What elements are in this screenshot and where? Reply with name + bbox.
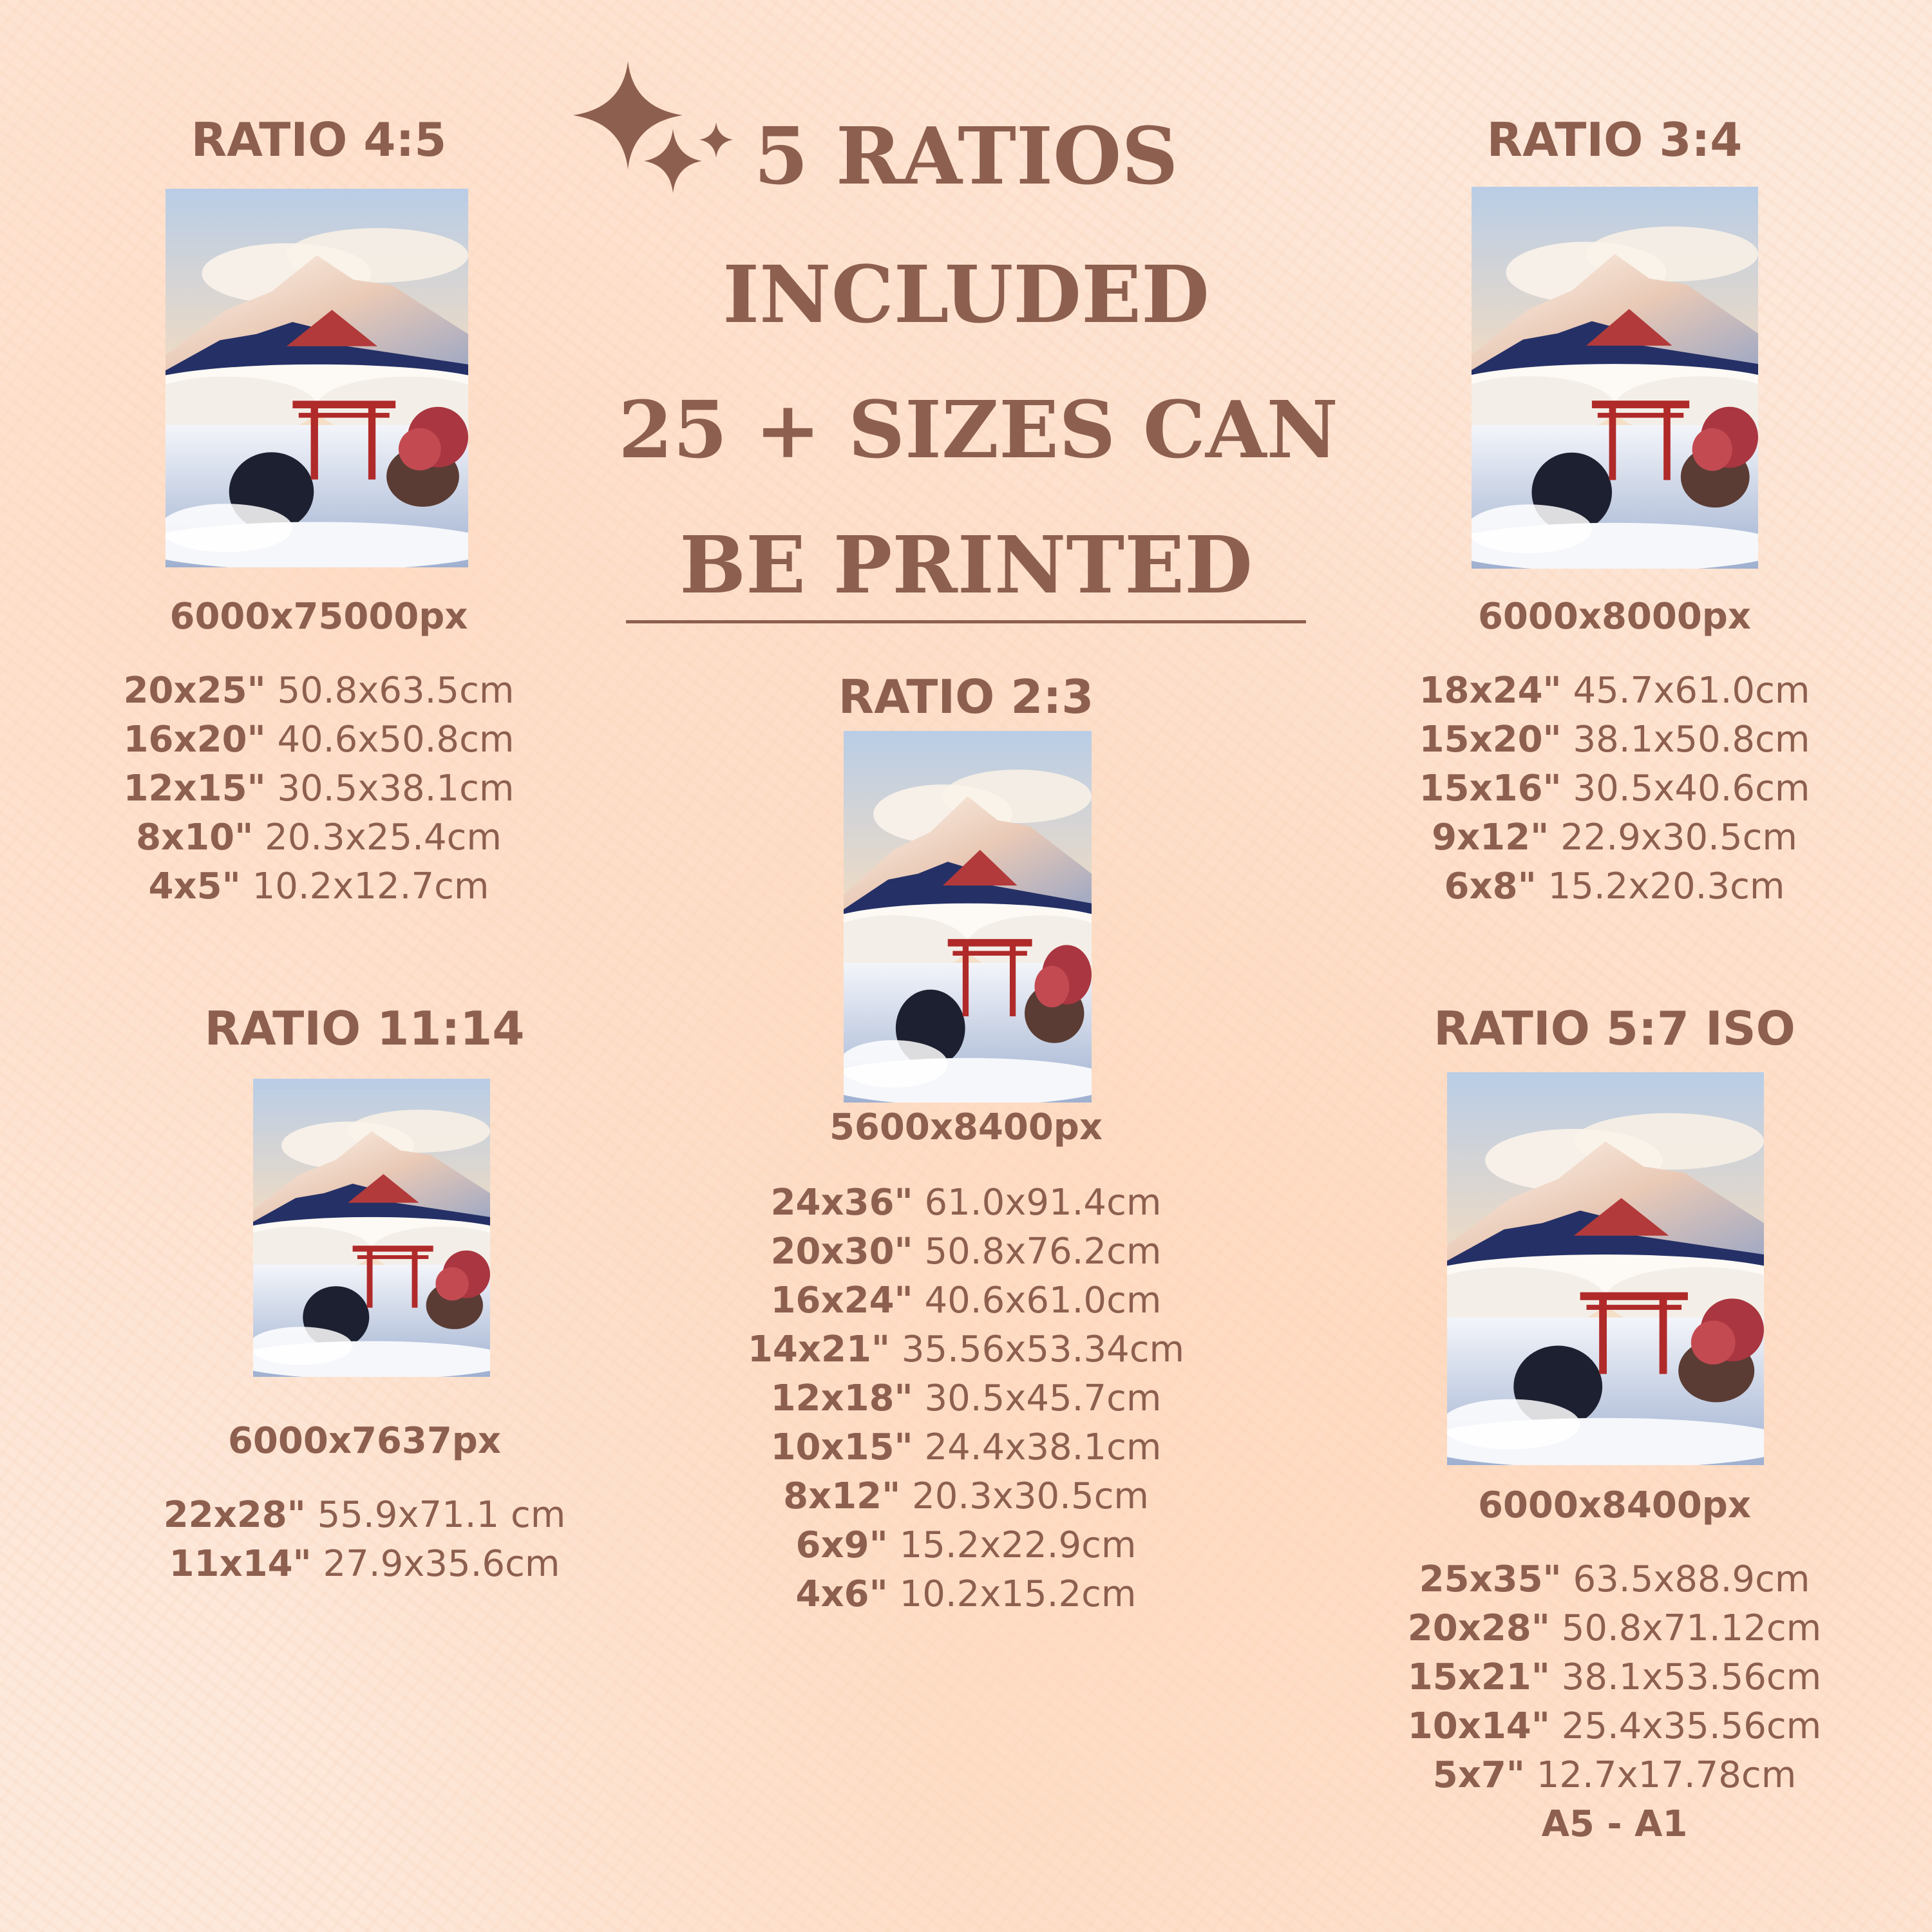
size-row: 12x15" 30.5x38.1cm [123,768,515,810]
ratio-11-14-title: RATIO 11:14 [204,1001,525,1056]
headline-line-2: INCLUDED [723,248,1209,341]
ratio-11-14-pixels: 6000x7637px [227,1420,502,1462]
headline-line-4: BE PRINTED [679,518,1253,611]
size-row: 8x12" 20.3x30.5cm [783,1475,1149,1517]
ratio-4-5-title: RATIO 4:5 [191,113,447,167]
size-row: 6x8" 15.2x20.3cm [1444,866,1785,907]
artwork-4-5-image [166,189,468,567]
size-row: 20x25" 50.8x63.5cm [123,670,515,712]
ratio-11-14-size-list [107,1491,622,1589]
size-row: 9x12" 22.9x30.5cm [1432,817,1797,858]
size-row: 15x21" 38.1x53.56cm [1407,1656,1822,1698]
artwork-2-3-image [844,731,1092,1103]
size-row: 16x24" 40.6x61.0cm [770,1280,1162,1321]
size-row: 24x36" 61.0x91.4cm [770,1182,1162,1224]
size-row: 5x7" 12.7x17.78cm [1432,1754,1797,1796]
size-row: 14x21" 35.56x53.34cm [747,1329,1185,1370]
artwork-11-14-image [253,1079,490,1377]
ratio-3-4-pixels: 6000x8000px [1477,596,1752,638]
ratio-4-5-pixels: 6000x75000px [169,596,468,638]
iso-range-label: A5 - A1 [1541,1803,1688,1845]
size-row: 20x28" 50.8x71.12cm [1407,1607,1822,1649]
headline-line-3: 25 + SIZES CAN [618,383,1339,476]
size-row: 12x18" 30.5x45.7cm [770,1378,1162,1419]
size-row: 6x9" 15.2x22.9cm [795,1524,1137,1566]
size-row: 25x35" 63.5x88.9cm [1419,1558,1810,1600]
ratio-3-4-title: RATIO 3:4 [1486,113,1743,167]
headline-divider [626,620,1306,623]
ratio-5-7-iso-title: RATIO 5:7 ISO [1434,1001,1795,1056]
size-row: 22x28" 55.9x71.1 cm [163,1494,566,1536]
size-row: 10x14" 25.4x35.56cm [1407,1705,1822,1747]
size-row: 8x10" 20.3x25.4cm [136,817,502,858]
ratio-4-5-size-list [61,667,576,911]
size-row: 18x24" 45.7x61.0cm [1419,670,1810,712]
ratio-5-7-iso-pixels: 6000x8400px [1477,1484,1752,1526]
headline-line-1: 5 RATIOS [753,109,1179,202]
size-row: 20x30" 50.8x76.2cm [770,1231,1162,1273]
artwork-3-4-image [1472,187,1758,569]
size-row: 15x20" 38.1x50.8cm [1419,719,1810,761]
ratio-5-7-iso-size-list [1357,1555,1872,1849]
ratio-2-3-size-list [708,1179,1224,1619]
size-row: 4x6" 10.2x15.2cm [795,1573,1137,1615]
size-row: 10x15" 24.4x38.1cm [770,1426,1162,1468]
size-row: 4x5" 10.2x12.7cm [148,866,489,907]
ratio-3-4-size-list [1357,667,1872,911]
ratio-2-3-pixels: 5600x8400px [829,1106,1103,1148]
artwork-5-7-iso-image [1447,1072,1764,1465]
ratio-2-3-title: RATIO 2:3 [838,670,1094,724]
size-row: 15x16" 30.5x40.6cm [1419,768,1810,810]
size-row: 11x14" 27.9x35.6cm [169,1543,560,1585]
size-row: 16x20" 40.6x50.8cm [123,719,515,761]
